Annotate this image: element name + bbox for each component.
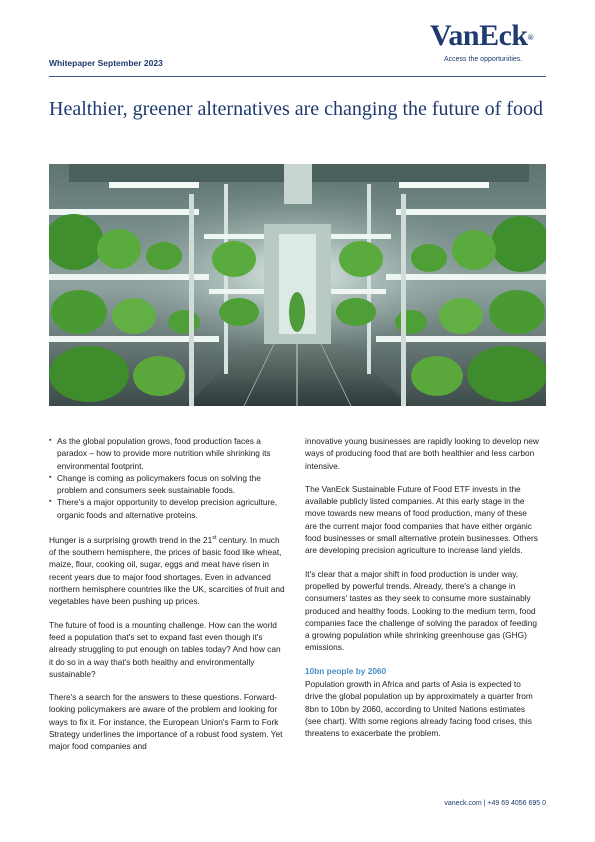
paragraph-population-growth: Population growth in Africa and parts of Asia is expected to drive the global population up by approximately a quarter from 8bn to 10bn by 2060, according to United Nations estimates (see chart). With some regions already facing food crises, this threatens to exacerbate the problem.: [305, 679, 533, 739]
key-point: ▪ As the global population grows, food production faces a paradox – how to provide more nutrition while shrinking its environmental footprint.: [49, 435, 285, 472]
page-title: Healthier, greener alternatives are changing the future of food: [49, 98, 543, 120]
logo-tagline: Access the opportunities.: [444, 56, 523, 63]
paragraph-etf: The VanEck Sustainable Future of Food ETF invests in the available publicly listed companies. At this early stage in the move towards new means of food production, many of these are the current major food companies that have either organic food businesses or small alternative protein businesses. Others are developing precision agriculture to increase land yields.: [305, 483, 538, 556]
logo-text: VanEck: [430, 19, 528, 52]
paragraph-hunger: Hunger is a surprising growth trend in the 21st century. In much of the southern hemisphere, the prices of basic food like wheat, maize, flour, cooking oil, sugar, eggs and meat have risen in recent years due to major food shortages. Even in advanced northern hemisphere countries like the UK, scarcities of fruit and vegetables have been pushing up prices.: [49, 534, 285, 607]
vaneck-logo[interactable]: [430, 21, 550, 73]
registered-mark: ®: [527, 33, 534, 42]
paragraph-major-shift: It's clear that a major shift in food production is under way, propelled by powerful trends. Already, there's a change in consumers' tastes as they seek to consume more sustainably produced and healthy foods. Looking to the medium term, food companies face the challenge of solving the paradox of feeding a growing population while shrinking greenhouse gas (GHG) emissions.: [305, 568, 538, 653]
header-divider: [49, 76, 546, 77]
key-points-list: [49, 435, 285, 521]
left-column: [49, 435, 285, 764]
hero-image-vertical-farm: [49, 164, 546, 406]
right-column: [305, 435, 541, 751]
paragraph-innovative-businesses: innovative young businesses are rapidly looking to develop new ways of producing food that are both healthier and less carbon intensive.: [305, 436, 539, 471]
document-type-label: Whitepaper September 2023: [49, 58, 163, 68]
footer-contact: vaneck.com | +49 69 4056 695 0: [444, 800, 546, 807]
section-subheading: 10bn people by 2060: [305, 665, 387, 676]
paragraph-future-challenge: The future of food is a mounting challenge. How can the world feed a population that's set to expand fast even though it's already struggling to put enough on tables today? And how can it do so in a way that's both healthy and environmentally sustainable?: [49, 619, 281, 679]
key-point: ▪ Change is coming as policymakers focus on solving the problem and consumers seek sustainable foods.: [49, 472, 285, 497]
key-point: ▪ There's a major opportunity to develop precision agriculture, organic foods and alternative proteins.: [49, 496, 285, 521]
paragraph-search-answers: There's a search for the answers to these questions. Forward-looking policymakers are aware of the problem and looking for ways to fix it. For instance, the European Union's Farm to Fork Strategy underlines the importance of a robust food system. Yet major food companies and: [49, 692, 283, 752]
